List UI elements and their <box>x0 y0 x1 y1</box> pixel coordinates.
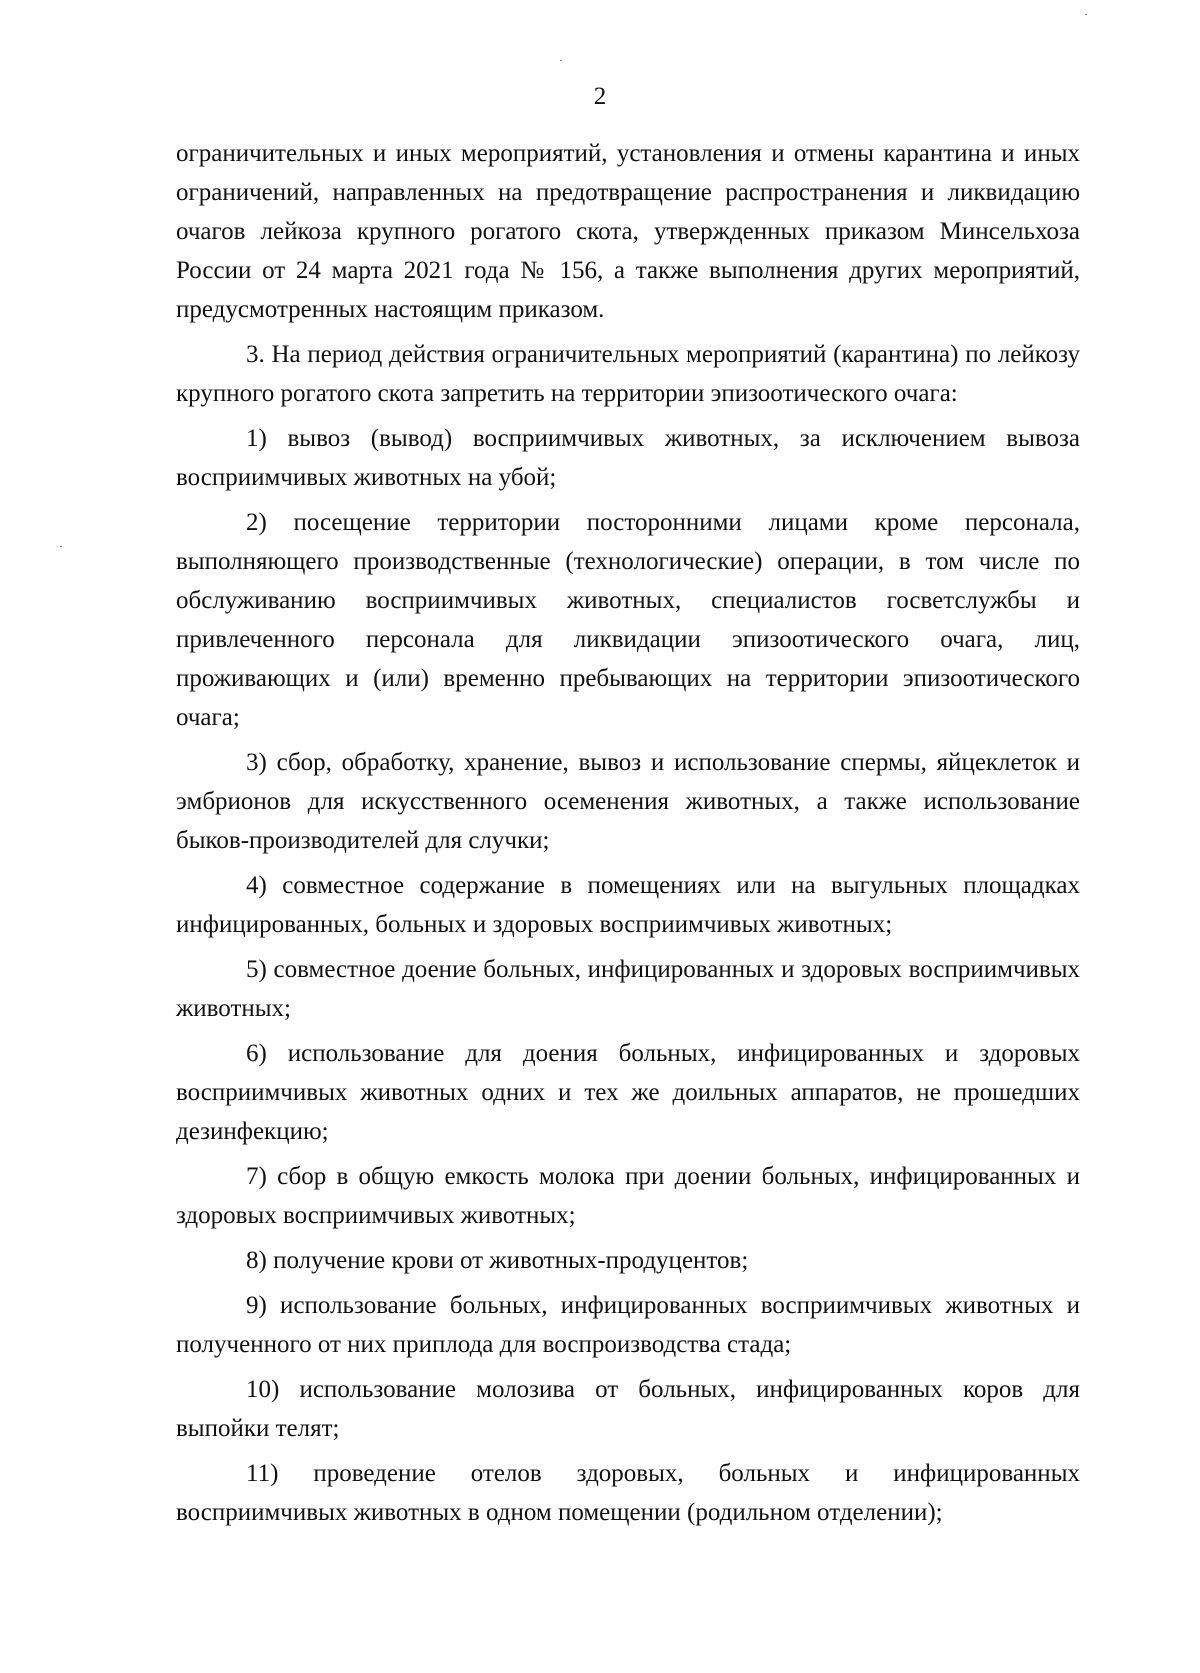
paragraph-continuation: ограничительных и иных мероприятий, установления и отмены карантина и иных ограничений, направленных на предотвращение распространения и ликвидацию очагов лейкоза крупного рогатого скота, утвержденных приказом Минсельхоза России от 24 марта 2021 года № 156, а также выполнения других мероприятий, предусмотренных настоящим приказом. <box>176 140 1080 323</box>
scan-speck <box>1085 14 1087 15</box>
page-number: 2 <box>593 83 607 110</box>
list-item-1: 1) вывоз (вывод) восприимчивых животных, за исключением вывоза восприимчивых животных на убой; <box>176 425 1080 491</box>
list-item-2: 2) посещение территории посторонними лицами кроме персонала, выполняющего производственные (технологические) операции, в том числе по обслуживанию восприимчивых животных, специалистов госветслужбы и привлеченного персонала для ликвидации эпизоотического очага, лиц, проживающих и (или) временно пребывающих на территории эпизоотического очага; <box>176 509 1080 731</box>
list-item-7: 7) сбор в общую емкость молока при доении больных, инфицированных и здоровых восприимчивых животных; <box>176 1163 1080 1229</box>
scan-speck <box>560 60 562 61</box>
list-item-4: 4) совместное содержание в помещениях или на выгульных площадках инфицированных, больных и здоровых восприимчивых животных; <box>176 872 1080 938</box>
list-item-8: 8) получение крови от животных-продуцентов; <box>246 1247 749 1274</box>
scan-speck <box>60 546 62 547</box>
list-item-10: 10) использование молозива от больных, инфицированных коров для выпойки телят; <box>176 1376 1080 1442</box>
document-body <box>176 134 1080 1532</box>
list-item-5: 5) совместное доение больных, инфицированных и здоровых восприимчивых животных; <box>176 956 1080 1022</box>
list-item-6: 6) использование для доения больных, инфицированных и здоровых восприимчивых животных одних и тех же доильных аппаратов, не прошедших дезинфекцию; <box>176 1040 1080 1145</box>
list-item-11: 11) проведение отелов здоровых, больных и инфицированных восприимчивых животных в одном помещении (родильном отделении); <box>176 1460 1080 1526</box>
list-item-3: 3) сбор, обработку, хранение, вывоз и использование спермы, яйцеклеток и эмбрионов для искусственного осеменения животных, а также использование быков-производителей для случки; <box>176 749 1080 854</box>
list-item-9: 9) использование больных, инфицированных восприимчивых животных и полученного от них приплода для воспроизводства стада; <box>176 1292 1080 1358</box>
paragraph-item-3: 3. На период действия ограничительных мероприятий (карантина) по лейкозу крупного рогатого скота запретить на территории эпизоотического очага: <box>176 341 1080 407</box>
